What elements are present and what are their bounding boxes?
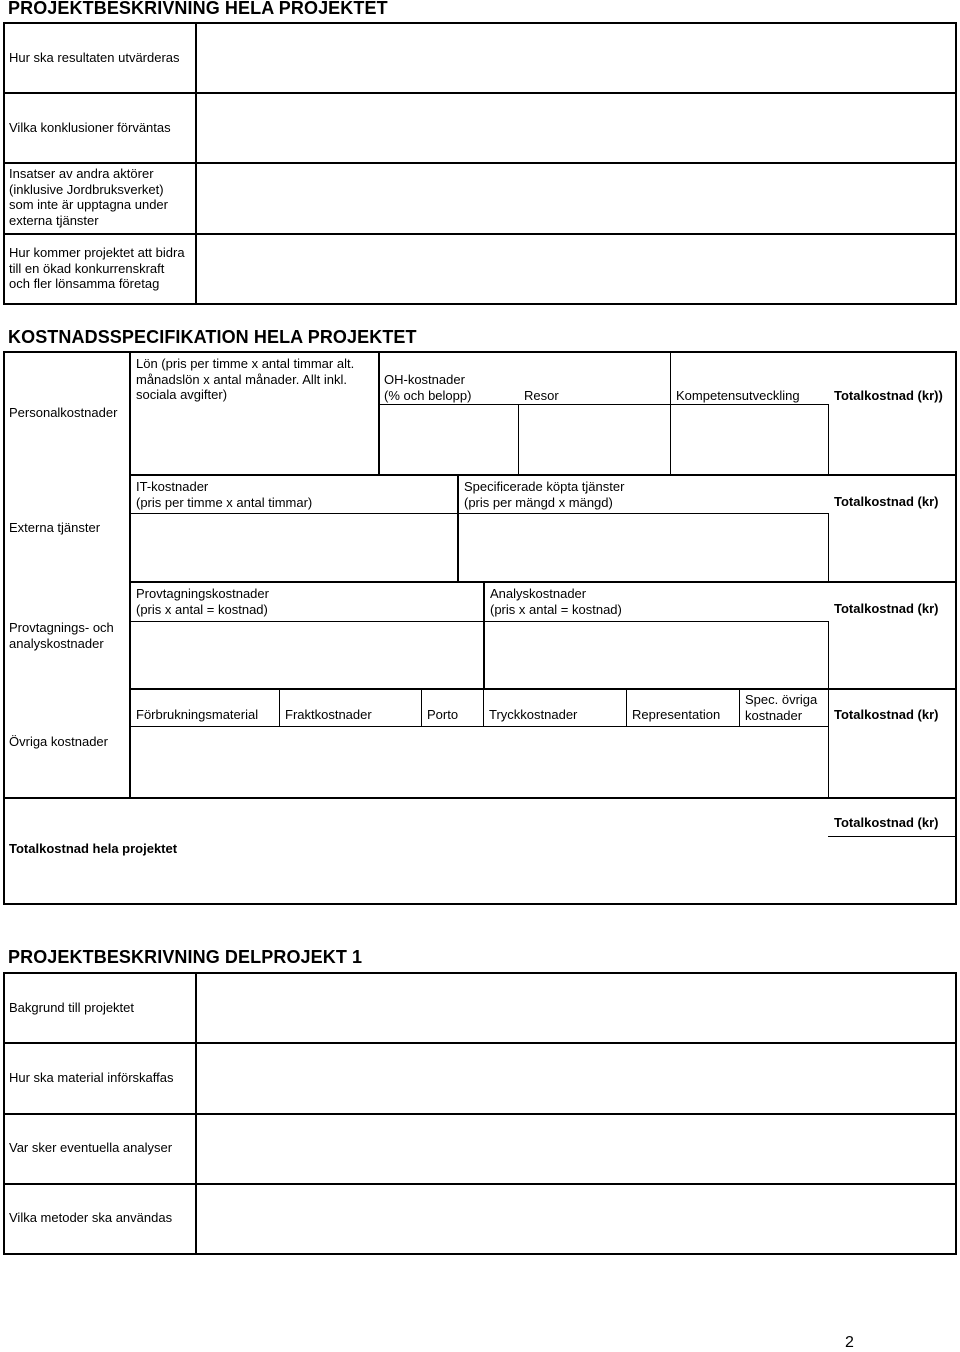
subproject-title: PROJEKTBESKRIVNING DELPROJEKT 1 — [8, 947, 363, 967]
cost-section-title: KOSTNADSSPECIFIKATION HELA PROJEKTET — [8, 327, 417, 347]
oh-costs-header: OH-kostnader (% och belopp) — [384, 372, 472, 403]
sampling-total-header: Totalkostnad (kr) — [834, 601, 939, 616]
competence-header: Kompetensutveckling — [676, 388, 800, 403]
other-costs-field[interactable] — [131, 728, 827, 796]
consumables-header: Förbrukningsmaterial — [136, 707, 259, 722]
sampling-analysis-label: Provtagnings- och analyskostnader — [9, 620, 114, 651]
external-total-field[interactable] — [830, 515, 955, 580]
competence-field[interactable] — [672, 406, 827, 473]
spec-other-header: Spec. övriga kostnader — [745, 692, 818, 723]
evaluation-label: Hur ska resultaten utvärderas — [9, 50, 180, 65]
methods-label: Vilka metoder ska användas — [9, 1210, 173, 1225]
sampling-total-field[interactable] — [830, 623, 955, 687]
oh-costs-field[interactable] — [380, 406, 517, 473]
salary-header: Lön (pris per timme x antal timmar alt. månadslön x antal månader. Allt inkl. sociala avgifter) — [136, 356, 355, 402]
competitiveness-label: Hur kommer projektet att bidra till en ökad konkurrenskraft och fler lönsamma företag — [9, 245, 185, 291]
analysis-costs-header: Analyskostnader (pris x antal = kostnad) — [490, 586, 622, 617]
external-services-label: Externa tjänster — [9, 520, 101, 535]
competitiveness-field[interactable] — [197, 235, 955, 303]
it-costs-field[interactable] — [131, 515, 456, 580]
background-field[interactable] — [197, 974, 955, 1042]
it-costs-header: IT-kostnader (pris per timme x antal timmar) — [136, 479, 313, 510]
travel-header: Resor — [524, 388, 559, 403]
salary-field[interactable] — [131, 406, 377, 473]
page-number: 2 — [845, 1334, 854, 1351]
page-title: PROJEKTBESKRIVNING HELA PROJEKTET — [8, 0, 388, 18]
sampling-costs-field[interactable] — [131, 623, 482, 687]
grand-total-header: Totalkostnad (kr) — [834, 815, 939, 830]
other-actors-label: Insatser av andra aktörer (inklusive Jordbruksverket) som inte är upptagna under externa tjänster — [9, 166, 168, 228]
postage-header: Porto — [427, 707, 459, 722]
representation-header: Representation — [632, 707, 721, 722]
other-total-header: Totalkostnad (kr) — [834, 707, 939, 722]
travel-field[interactable] — [520, 406, 669, 473]
analysis-costs-field[interactable] — [485, 623, 827, 687]
material-field[interactable] — [197, 1044, 955, 1113]
evaluation-field[interactable] — [197, 24, 955, 92]
grand-total-field[interactable] — [830, 838, 955, 903]
analyses-label: Var sker eventuella analyser — [9, 1140, 173, 1155]
printing-header: Tryckkostnader — [489, 707, 578, 722]
material-label: Hur ska material införskaffas — [9, 1070, 174, 1085]
other-total-field[interactable] — [830, 728, 955, 796]
personal-total-field[interactable] — [830, 406, 955, 473]
purchased-services-header: Specificerade köpta tjänster (pris per mängd x mängd) — [464, 479, 625, 510]
conclusions-field[interactable] — [197, 94, 955, 162]
analyses-field[interactable] — [197, 1115, 955, 1183]
sampling-costs-header: Provtagningskostnader (pris x antal = kostnad) — [136, 586, 269, 617]
conclusions-label: Vilka konklusioner förväntas — [9, 120, 171, 135]
freight-header: Fraktkostnader — [285, 707, 372, 722]
other-costs-label: Övriga kostnader — [9, 734, 108, 749]
grand-total-label: Totalkostnad hela projektet — [9, 841, 178, 856]
background-label: Bakgrund till projektet — [9, 1000, 135, 1015]
purchased-services-field[interactable] — [459, 515, 827, 580]
other-actors-field[interactable] — [197, 164, 955, 233]
external-total-header: Totalkostnad (kr) — [834, 494, 939, 509]
methods-field[interactable] — [197, 1185, 955, 1253]
personal-total-header: Totalkostnad (kr)) — [834, 388, 943, 403]
personal-costs-label: Personalkostnader — [9, 405, 118, 420]
